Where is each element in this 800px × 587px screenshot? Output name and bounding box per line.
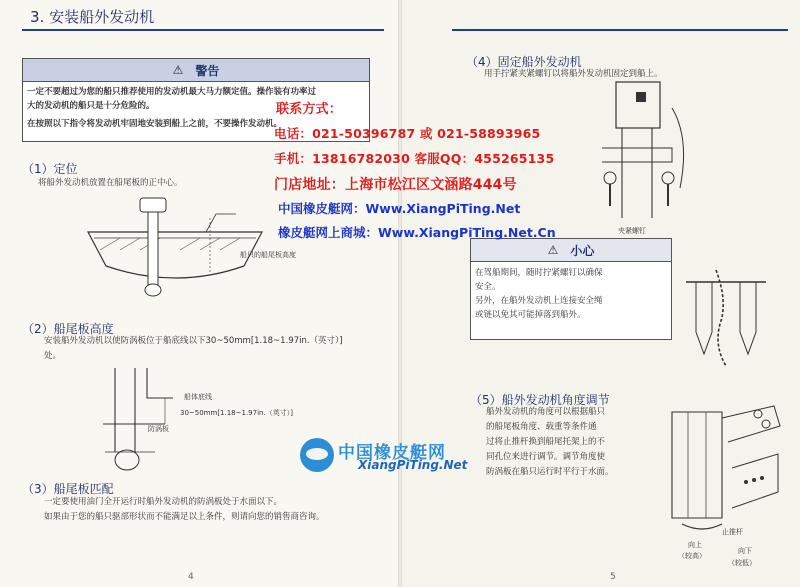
section-3-text-1: 一定要使用油门全开运行时船外发动机的防涡板处于水面以下。 [44,497,283,507]
page-number-left: 4 [188,572,194,582]
caution-box [470,238,672,340]
warning-line-2: 大的发动机的船只是十分危险的。 [27,101,155,111]
section-3-text-2: 如果由于您的船只驱部形状而不能满足以上条件，则请向您的销售商咨询。 [44,512,325,522]
section-2-text-2: 处。 [44,351,62,361]
clamp-screw-diagram [572,78,702,228]
plate-caption: 防涡板 [148,425,169,433]
warning-line-3: 在按照以下指令将发动机牢固地安装到船上之前，不要操作发动机。 [27,119,283,129]
logo-swirl-icon [300,438,334,472]
range-caption: 30~50mm[1.18~1.97in.（英寸）] [180,409,293,417]
contact-label: 联系方式： [276,102,343,117]
antiventilation-plate-diagram [95,368,185,478]
down-caption-2: （较低） [728,559,756,567]
caution-line-3: 另外，在船外发动机上连接安全绳 [475,296,603,306]
header-rule-right [452,29,788,31]
clamp-screw-caption: 夹紧螺钉 [618,227,646,235]
warning-line-1: 一定不要超过为您的船只推荐使用的发动机最大马力额定值。操作装有功率过 [27,87,317,97]
address-line: 门店地址：上海市松江区文涵路444号 [274,177,517,193]
section-5-line-2: 的船尾板角度、载重等条件通 [486,422,597,432]
mobile-line: 手机：13816782030 客服QQ：455265135 [274,151,555,166]
caution-triangle-icon: ⚠ [547,243,559,257]
section-4-text: 用手拧紧夹紧螺钉以将船外发动机固定到船上。 [484,69,663,79]
section-5-line-5: 防涡板在船只运行时平行于水面。 [486,467,614,477]
header-rule-left [22,29,384,31]
warning-header [23,59,369,82]
caution-line-2: 安全。 [475,282,501,292]
book-spine [398,0,402,587]
section-5-heading: （5）船外发动机角度调节 [470,393,610,407]
caution-line-1: 在驾船期间，随时拧紧螺钉以确保 [475,268,603,278]
caution-line-4: 或链以免其可能掉落到船外。 [475,310,586,320]
logo-text-cn: 中国橡皮艇网 [338,443,446,463]
site-line-2[interactable]: 橡皮艇网上商城：Www.XiangPiTing.Net.Cn [278,225,556,240]
section-2-heading: （2）船尾板高度 [22,322,114,336]
safety-rope-diagram [676,262,776,372]
caution-title: 小心 [570,243,595,258]
section-4-heading: （4）固定船外发动机 [466,55,582,69]
caution-header [471,239,671,262]
phone-line: 电话：021-50396787 或 021-58893965 [274,126,541,141]
section-1-caption: 船只的船尾板高度 [240,251,296,259]
section-5-line-3: 过将止推杆换到船尾托架上的不 [486,437,606,447]
section-5-line-4: 同孔位来进行调节。调节角度使 [486,452,606,462]
section-1-heading: （1）定位 [22,162,78,176]
up-caption-2: （较高） [678,552,706,560]
down-caption: 向下 [738,547,752,555]
section-5-text [486,405,656,480]
section-title: 3. 安装船外发动机 [30,8,155,26]
warning-title: 警告 [195,63,220,78]
hull-bottom-caption: 船体底线 [184,393,212,401]
up-caption: 向上 [688,541,702,549]
page-number-right: 5 [610,572,616,582]
trim-angle-diagram [662,398,790,538]
section-3-heading: （3）船尾板匹配 [22,482,114,496]
section-1-text: 将船外发动机放置在船尾板的正中心。 [38,178,183,188]
logo-text-en[interactable]: XiangPiTing.Net [358,458,468,472]
section-5-line-1: 船外发动机的角度可以根据船只 [486,407,606,417]
site-line-1[interactable]: 中国橡皮艇网：Www.XiangPiTing.Net [278,201,521,216]
warning-triangle-icon: ⚠ [172,63,184,77]
push-rod-caption: 止推杆 [722,528,743,536]
section-2-text-1: 安装船外发动机以使防涡板位于船底线以下30~50mm[1.18~1.97in.（英寸）] [44,336,343,346]
